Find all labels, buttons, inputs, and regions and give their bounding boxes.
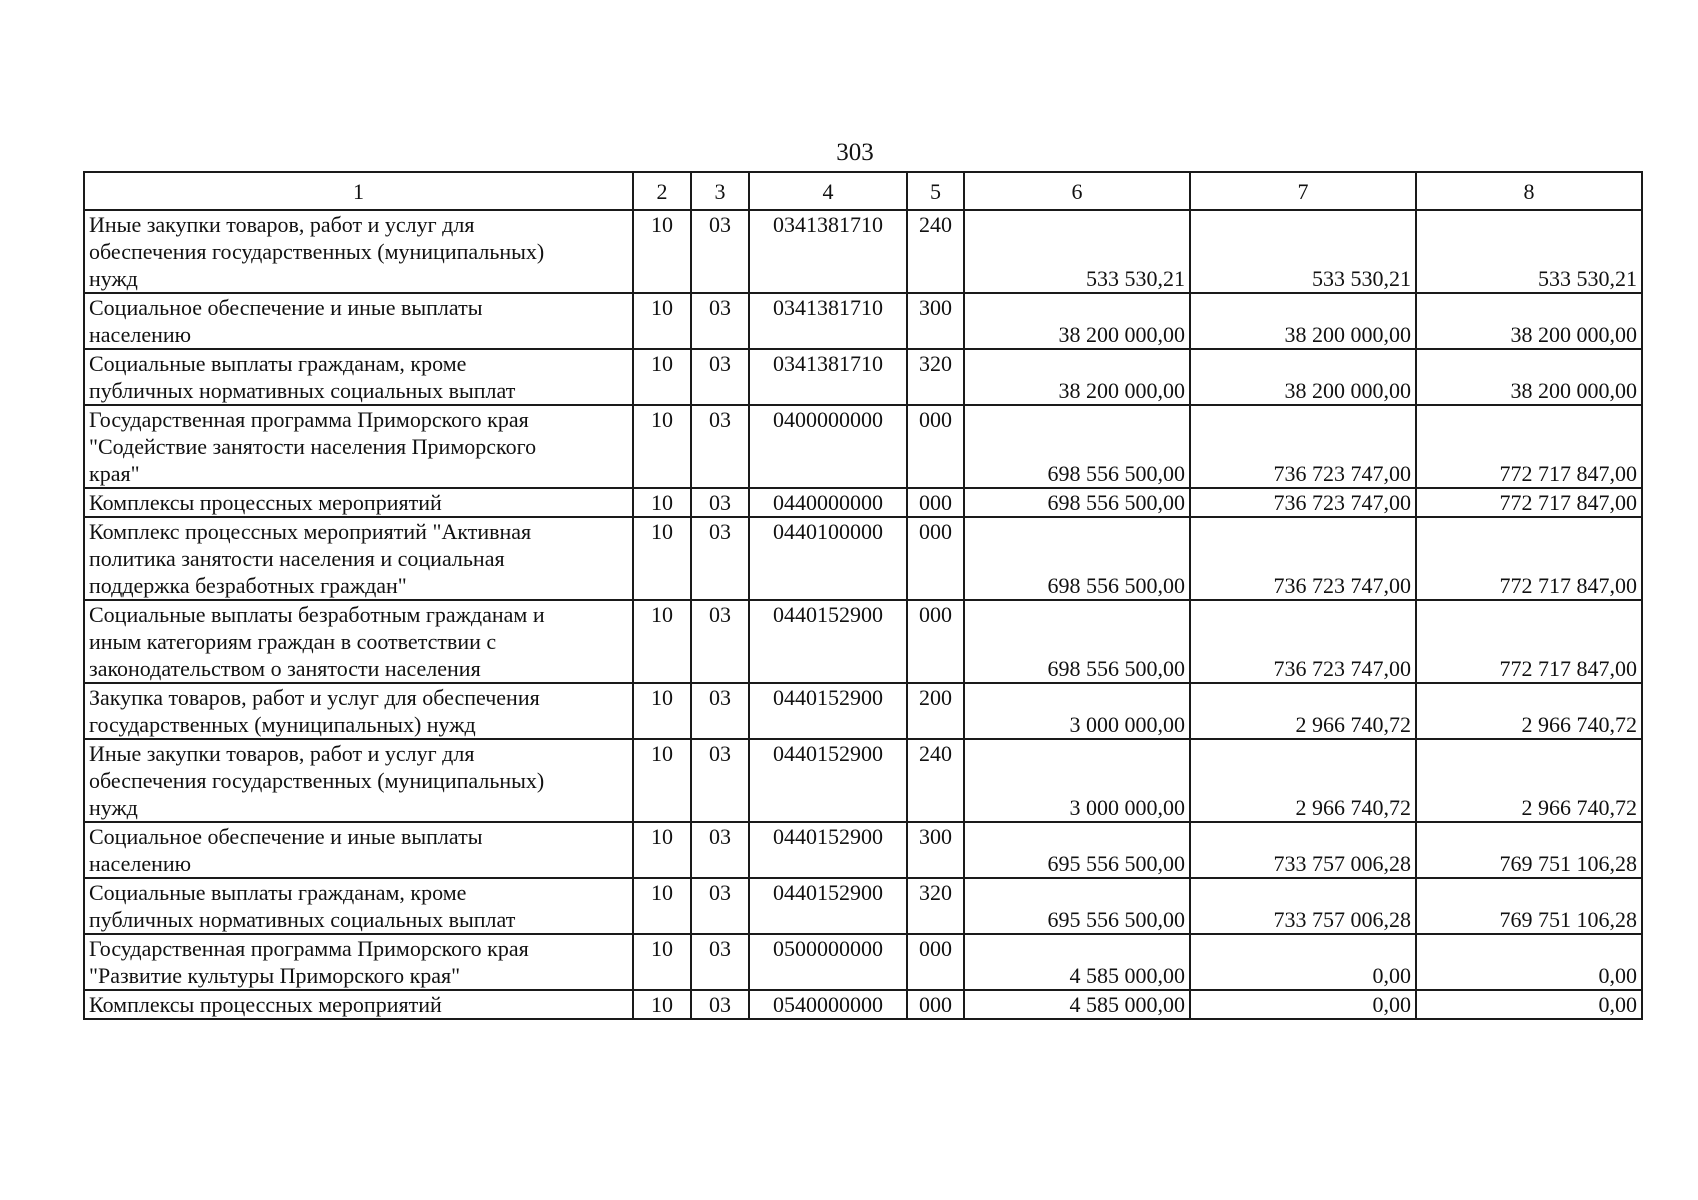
amount-col-8: 772 717 847,00	[1416, 488, 1642, 517]
row-name-line: публичных нормативных социальных выплат	[89, 907, 516, 932]
table-row	[84, 293, 1642, 349]
row-name-cell	[84, 349, 633, 405]
table-row	[84, 934, 1642, 990]
table-body	[84, 210, 1642, 1019]
section-code: 10	[633, 488, 691, 517]
table-row	[84, 488, 1642, 517]
row-name-line: Иные закупки товаров, работ и услуг для	[89, 212, 475, 237]
table-row	[84, 683, 1642, 739]
subsection-code: 03	[691, 934, 749, 990]
amount-col-8: 772 717 847,00	[1416, 600, 1642, 683]
expense-type-code: 320	[907, 349, 964, 405]
expense-type-code: 240	[907, 739, 964, 822]
target-article-code: 0440000000	[749, 488, 907, 517]
row-name-cell	[84, 822, 633, 878]
column-header: 1	[84, 172, 633, 210]
amount-col-7: 736 723 747,00	[1190, 517, 1416, 600]
target-article-code: 0440152900	[749, 683, 907, 739]
table-row	[84, 349, 1642, 405]
budget-table	[83, 171, 1643, 1020]
section-code: 10	[633, 683, 691, 739]
row-name-cell	[84, 739, 633, 822]
row-name-line: Закупка товаров, работ и услуг для обеспечения	[89, 685, 540, 710]
row-name-line: Комплексы процессных мероприятий	[89, 992, 442, 1017]
target-article-code: 0440152900	[749, 739, 907, 822]
table-row	[84, 739, 1642, 822]
row-name-line: Комплексы процессных мероприятий	[89, 490, 442, 515]
amount-col-6: 3 000 000,00	[964, 739, 1190, 822]
section-code: 10	[633, 934, 691, 990]
amount-col-8: 38 200 000,00	[1416, 349, 1642, 405]
row-name-line: "Развитие культуры Приморского края"	[89, 963, 461, 988]
amount-col-6: 3 000 000,00	[964, 683, 1190, 739]
row-name-cell	[84, 683, 633, 739]
section-code: 10	[633, 405, 691, 488]
column-header: 3	[691, 172, 749, 210]
amount-col-7: 733 757 006,28	[1190, 822, 1416, 878]
row-name-line: нужд	[89, 795, 138, 820]
section-code: 10	[633, 990, 691, 1019]
target-article-code: 0400000000	[749, 405, 907, 488]
amount-col-8: 2 966 740,72	[1416, 683, 1642, 739]
row-name-line: Государственная программа Приморского края	[89, 936, 529, 961]
table-row	[84, 822, 1642, 878]
target-article-code: 0440100000	[749, 517, 907, 600]
header-row	[84, 172, 1642, 210]
expense-type-code: 200	[907, 683, 964, 739]
row-name-line: Социальные выплаты безработным гражданам и	[89, 602, 545, 627]
row-name-cell	[84, 405, 633, 488]
expense-type-code: 000	[907, 517, 964, 600]
target-article-code: 0440152900	[749, 822, 907, 878]
subsection-code: 03	[691, 488, 749, 517]
row-name-line: законодательством о занятости населения	[89, 656, 481, 681]
amount-col-6: 698 556 500,00	[964, 600, 1190, 683]
amount-col-7: 38 200 000,00	[1190, 349, 1416, 405]
row-name-line: края"	[89, 461, 140, 486]
expense-type-code: 000	[907, 405, 964, 488]
section-code: 10	[633, 293, 691, 349]
amount-col-7: 38 200 000,00	[1190, 293, 1416, 349]
row-name-cell	[84, 293, 633, 349]
target-article-code: 0440152900	[749, 600, 907, 683]
amount-col-7: 2 966 740,72	[1190, 739, 1416, 822]
target-article-code: 0341381710	[749, 293, 907, 349]
amount-col-7: 2 966 740,72	[1190, 683, 1416, 739]
amount-col-6: 38 200 000,00	[964, 293, 1190, 349]
row-name-line: политика занятости населения и социальная	[89, 546, 505, 571]
section-code: 10	[633, 517, 691, 600]
target-article-code: 0341381710	[749, 349, 907, 405]
expense-type-code: 320	[907, 878, 964, 934]
table-row	[84, 517, 1642, 600]
amount-col-7: 736 723 747,00	[1190, 488, 1416, 517]
expense-type-code: 300	[907, 293, 964, 349]
column-header: 7	[1190, 172, 1416, 210]
row-name-cell	[84, 878, 633, 934]
amount-col-7: 736 723 747,00	[1190, 600, 1416, 683]
row-name-line: государственных (муниципальных) нужд	[89, 712, 476, 737]
amount-col-8: 769 751 106,28	[1416, 878, 1642, 934]
row-name-line: поддержка безработных граждан"	[89, 573, 407, 598]
section-code: 10	[633, 349, 691, 405]
amount-col-7: 0,00	[1190, 934, 1416, 990]
amount-col-6: 695 556 500,00	[964, 822, 1190, 878]
amount-col-8: 772 717 847,00	[1416, 517, 1642, 600]
row-name-line: Социальное обеспечение и иные выплаты	[89, 824, 483, 849]
column-header: 5	[907, 172, 964, 210]
amount-col-7: 533 530,21	[1190, 210, 1416, 293]
row-name-cell	[84, 488, 633, 517]
table-row	[84, 878, 1642, 934]
amount-col-8: 2 966 740,72	[1416, 739, 1642, 822]
row-name-line: населению	[89, 851, 192, 876]
amount-col-7: 0,00	[1190, 990, 1416, 1019]
expense-type-code: 000	[907, 934, 964, 990]
amount-col-8: 0,00	[1416, 934, 1642, 990]
table-row	[84, 990, 1642, 1019]
expense-type-code: 240	[907, 210, 964, 293]
section-code: 10	[633, 210, 691, 293]
subsection-code: 03	[691, 210, 749, 293]
amount-col-7: 733 757 006,28	[1190, 878, 1416, 934]
amount-col-6: 698 556 500,00	[964, 517, 1190, 600]
section-code: 10	[633, 739, 691, 822]
column-header: 8	[1416, 172, 1642, 210]
row-name-cell	[84, 990, 633, 1019]
subsection-code: 03	[691, 600, 749, 683]
amount-col-8: 772 717 847,00	[1416, 405, 1642, 488]
subsection-code: 03	[691, 990, 749, 1019]
section-code: 10	[633, 600, 691, 683]
column-header: 4	[749, 172, 907, 210]
subsection-code: 03	[691, 739, 749, 822]
subsection-code: 03	[691, 878, 749, 934]
row-name-line: нужд	[89, 266, 138, 291]
row-name-cell	[84, 934, 633, 990]
subsection-code: 03	[691, 822, 749, 878]
expense-type-code: 300	[907, 822, 964, 878]
amount-col-6: 698 556 500,00	[964, 488, 1190, 517]
row-name-line: обеспечения государственных (муниципальных)	[89, 239, 545, 264]
column-header: 6	[964, 172, 1190, 210]
amount-col-8: 0,00	[1416, 990, 1642, 1019]
section-code: 10	[633, 878, 691, 934]
row-name-line: Иные закупки товаров, работ и услуг для	[89, 741, 475, 766]
row-name-line: Комплекс процессных мероприятий "Активная	[89, 519, 532, 544]
table-row	[84, 405, 1642, 488]
amount-col-8: 769 751 106,28	[1416, 822, 1642, 878]
target-article-code: 0440152900	[749, 878, 907, 934]
expense-type-code: 000	[907, 488, 964, 517]
subsection-code: 03	[691, 517, 749, 600]
expense-type-code: 000	[907, 600, 964, 683]
amount-col-6: 533 530,21	[964, 210, 1190, 293]
amount-col-6: 4 585 000,00	[964, 934, 1190, 990]
row-name-line: обеспечения государственных (муниципальных)	[89, 768, 545, 793]
expense-type-code: 000	[907, 990, 964, 1019]
row-name-line: Социальное обеспечение и иные выплаты	[89, 295, 483, 320]
page-number: 303	[836, 139, 874, 166]
amount-col-7: 736 723 747,00	[1190, 405, 1416, 488]
row-name-line: "Содействие занятости населения Приморского	[89, 434, 537, 459]
row-name-cell	[84, 210, 633, 293]
amount-col-6: 38 200 000,00	[964, 349, 1190, 405]
amount-col-6: 698 556 500,00	[964, 405, 1190, 488]
amount-col-6: 4 585 000,00	[964, 990, 1190, 1019]
amount-col-6: 695 556 500,00	[964, 878, 1190, 934]
row-name-line: населению	[89, 322, 192, 347]
row-name-cell	[84, 517, 633, 600]
amount-col-8: 533 530,21	[1416, 210, 1642, 293]
row-name-line: иным категориям граждан в соответствии с	[89, 629, 497, 654]
target-article-code: 0500000000	[749, 934, 907, 990]
table-row	[84, 210, 1642, 293]
row-name-line: публичных нормативных социальных выплат	[89, 378, 516, 403]
target-article-code: 0540000000	[749, 990, 907, 1019]
row-name-line: Социальные выплаты гражданам, кроме	[89, 351, 467, 376]
subsection-code: 03	[691, 405, 749, 488]
row-name-line: Государственная программа Приморского края	[89, 407, 529, 432]
row-name-cell	[84, 600, 633, 683]
subsection-code: 03	[691, 349, 749, 405]
row-name-line: Социальные выплаты гражданам, кроме	[89, 880, 467, 905]
column-header: 2	[633, 172, 691, 210]
amount-col-8: 38 200 000,00	[1416, 293, 1642, 349]
subsection-code: 03	[691, 683, 749, 739]
section-code: 10	[633, 822, 691, 878]
subsection-code: 03	[691, 293, 749, 349]
table-row	[84, 600, 1642, 683]
target-article-code: 0341381710	[749, 210, 907, 293]
